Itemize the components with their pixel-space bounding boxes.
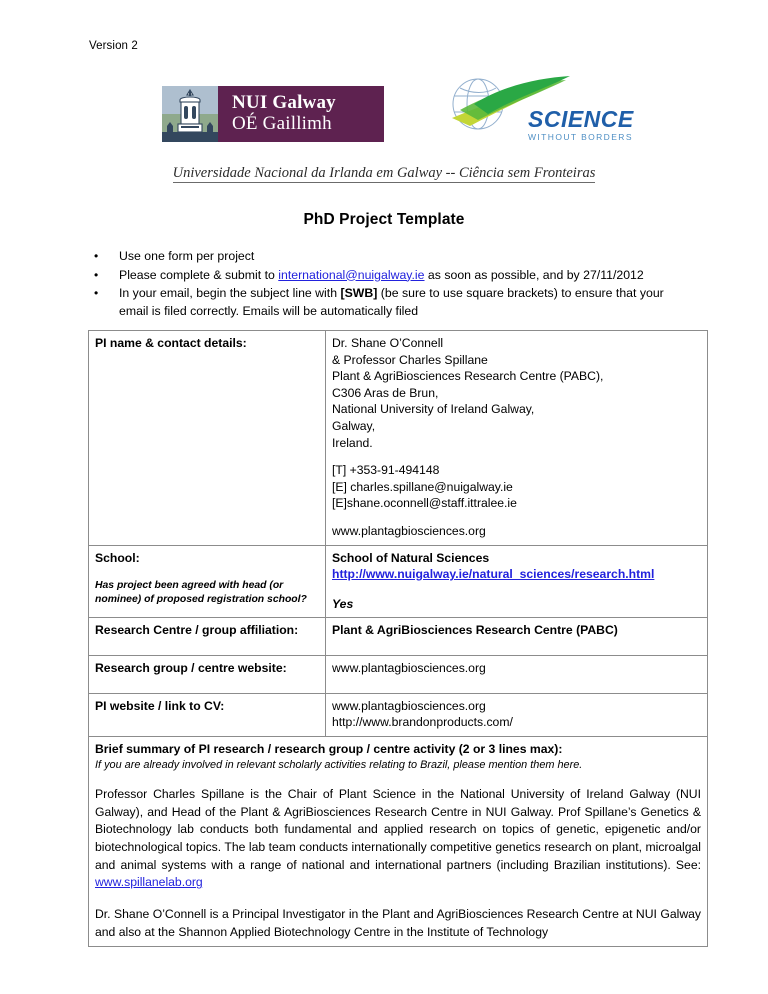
spacer [332,677,701,688]
row-label: Research group / centre website: [89,655,326,693]
website-line: http://www.brandonproducts.com/ [332,715,513,730]
list-item [89,267,681,285]
table-row-summary [89,736,708,947]
table-row [89,618,708,656]
project-details-table [88,330,708,947]
row-value [326,618,708,656]
nui-logo-line2: OÉ Gaillimh [232,113,332,134]
row-value [326,545,708,618]
swb-line2: WITHOUT BORDERS [528,132,633,142]
swb-line1: SCIENCE [528,106,634,132]
row-label: PI name & contact details: [89,331,326,546]
school-name: School of Natural Sciences [332,550,490,565]
instruction-text-tail: as soon as possible, and by 27/11/2012 [424,267,644,282]
summary-heading: Brief summary of PI research / research group / centre activity (2 or 3 lines max): [95,741,563,756]
bullet-icon: • [94,286,99,301]
table-row [89,655,708,693]
list-item [89,248,681,266]
row-sub-question: Has project been agreed with head (or nominee) of proposed registration school? [95,580,307,605]
website-line: www.plantagbiosciences.org [332,698,486,713]
nui-galway-wordmark [218,86,384,142]
school-url-link[interactable]: http://www.nuigalway.ie/natural_sciences/research.html [332,567,655,582]
website-line: www.plantagbiosciences.org [332,523,486,538]
email-link[interactable]: international@nuigalway.ie [278,267,425,282]
value-line: National University of Ireland Galway, [332,402,535,417]
instruction-text: Please complete & submit to [119,267,279,282]
row-label: PI website / link to CV: [89,693,326,736]
list-item [89,285,681,320]
value-line: Plant & AgriBiosciences Research Centre (PABC), [332,369,604,384]
value-line: Dr. Shane O’Connell [332,336,444,350]
version-label: Version 2 [89,40,138,52]
value-line: Ireland. [332,435,373,450]
nui-galway-logo [162,86,384,142]
summary-paragraph-2: Dr. Shane O’Connell is a Principal Investigator in the Plant and AgriBiosciences Research Centre at NUI Galway and also at the Shannon Applied Biotechnology Centre in the Institute of Technology [95,907,701,939]
email-line: [E] charles.spillane@nuigalway.ie [332,479,513,494]
value-line: & Professor Charles Spillane [332,352,488,367]
agreement-answer: Yes [332,596,354,611]
row-value [326,331,708,546]
nui-crest-icon [162,86,218,142]
summary-note: If you are already involved in relevant scholarly activities relating to Brazil, please mention them here. [95,759,583,772]
table-row [89,331,708,546]
table-row [89,693,708,736]
row-value [326,655,708,693]
instruction-text-tail: (be sure to use square brackets) to ensure that your email is filed correctly. Emails will be automatically filed [119,286,664,318]
spacer [332,451,701,462]
bullet-icon: • [94,267,99,282]
science-without-borders-logo [430,74,634,154]
swb-wordmark [528,108,634,142]
document-subtitle [0,165,768,182]
nui-logo-line1: NUI Galway [232,92,336,114]
website-line: www.plantagbiosciences.org [332,660,486,675]
page-title: PhD Project Template [303,211,465,228]
table-row [89,545,708,618]
value-line: C306 Aras de Brun, [332,385,439,400]
value-line: Galway, [332,418,376,433]
value-line: Plant & AgriBiosciences Research Centre (PABC) [332,623,618,638]
instruction-tag: [SWB] [340,286,378,301]
row-value [326,693,708,736]
summary-paragraph-1 [95,786,701,892]
row-label [89,545,326,618]
email-line: [E]shane.oconnell@staff.ittralee.ie [332,496,517,511]
row-label-text: School: [95,550,140,565]
spacer [332,639,701,650]
spillanelab-link[interactable]: www.spillanelab.org [95,875,203,890]
spacer [332,512,701,523]
logo-band [0,72,768,156]
instruction-text: In your email, begin the subject line with [119,286,341,301]
summary-cell [89,736,708,947]
phone-line: [T] +353-91-494148 [332,463,440,478]
bullet-icon: • [94,249,99,263]
document-subtitle-text: Universidade Nacional da Irlanda em Galway -- Ciência sem Fronteiras [172,165,596,181]
row-label: Research Centre / group affiliation: [89,618,326,656]
summary-paragraph-1-text: Professor Charles Spillane is the Chair of Plant Science in the National University of Ireland Galway (NUI Galway), and Head of the Plant & AgriBiosciences Research Centre in NUI Galway. Prof Spillane’s Genetics & Biotechnology lab conducts both fundamental and applied research on topics of genetic, epigenetic and/or biotechnological topics. The lab team conducts internationally competitive genetics research on plant, microalgal and animal systems with a range of national and international partners (including Brazilian institutions). See: [95,786,701,872]
instruction-text: Use one form per project [119,249,255,263]
instruction-list [89,248,681,321]
